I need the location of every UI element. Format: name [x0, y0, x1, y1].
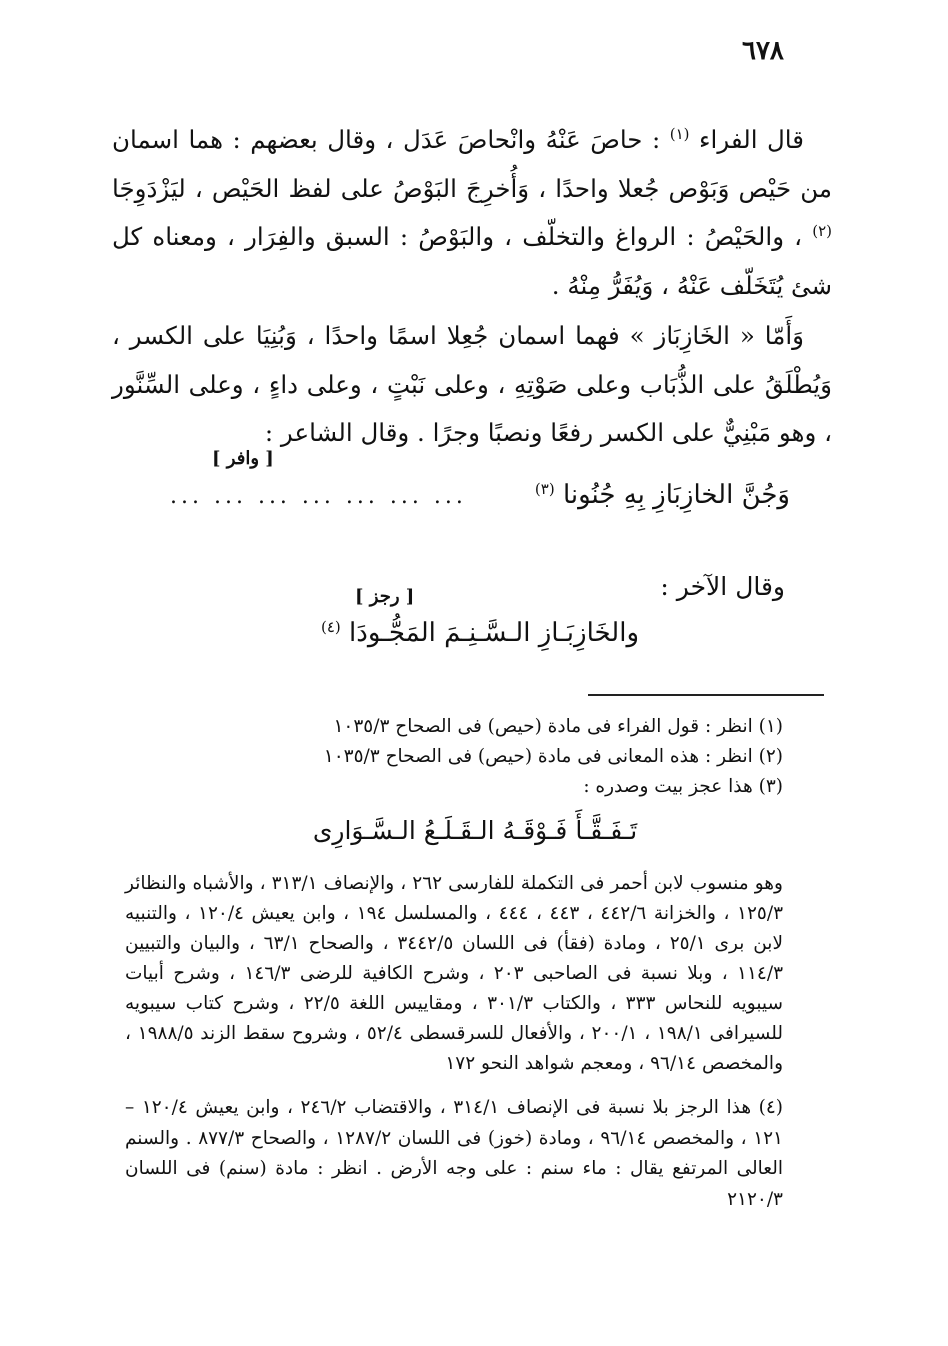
- footnote-2: (٢) انظر : هذه المعانى فى مادة (حيص) فى الصحاح ١٠٣٥/٣: [323, 746, 783, 767]
- verse-1: [170, 480, 790, 510]
- footnote-divider: [588, 694, 824, 696]
- para1-text-b: : حاصَ عَنْهُ وانْحاصَ عَدَل ، وقال بعضهم : هما اسمان من حَيْص وَبَوْص جُعلا واحدًا ، وَأُخرِجَ البَوْصُ على لفظ الحَيْص ، ليَزْدَوِجَا: [112, 125, 832, 203]
- paragraph-2: وَأَمّا « الخَازِبَاز » فهما اسمان جُعِلا اسمًا واحدًا ، وَبُنِيَا على الكسر ، وَيُطْلَقُ على الذُّبَاب وعلى صَوْتِهِ ، وعلى نَبْتٍ ، وعلى داءٍ ، وعلى السِّنَّور ، وهو مَبْنِيٌّ على الكسر رفعًا ونصبًا وجرًا . وقال الشاعر :: [112, 321, 832, 447]
- footnote-ref-1: (١): [669, 125, 690, 143]
- verse-2: [300, 618, 660, 648]
- verse1-second-hemistich: [535, 480, 790, 510]
- verse1-meter: [ وافر ]: [212, 448, 274, 469]
- footnotes: [125, 712, 825, 1234]
- footnote-3: (٣) هذا عجز بيت وصدره :: [583, 776, 783, 797]
- footnote-3-body: وهو منسوب لابن أحمر فى التكملة للفارسى ٢٦٢ ، والإنصاف ٣١٣/١ ، والأشباه والنظائر ١٢٥/٣ ، والخزانة ٤٤٢/٦ ، ٤٤٣ ، ٤٤٤ ، والمسلسل ١٩٤ ، وابن يعيش ١٢٠/٤ ، والتنبيه لابن برى ٢٥/١ ، ومادة (فقأ) فى اللسان ٣٤٤٢/٥ ، والصحاح ٦٣/١ ، والبيان والتبيين ١١٤/٣ ، وبلا نسبة فى الصاحبى ٢٠٣ ، وشرح الكافية للرضى ١٤٦/٣ ، وشرح أبيات سيبويه للنحاس ٣٣٣ ، والكتاب ٣٠١/٣ ، ومقاييس اللغة ٢٢/٥ ، وشرح كتاب سيبويه للسيرافى ١٩٨/١ ، ٢٠٠/١ ، والأفعال للسرقسطى ٥٢/٤ ، وشروح سقط الزند ١٩٨٨/٥ ، والمخصص ٩٦/١٤ ، ومعجم شواهد النحو ١٧٢: [125, 873, 784, 1074]
- footnote-ref-3: (٣): [534, 480, 555, 498]
- para1-text-a: قال الفراء: [699, 125, 804, 154]
- verse2-intro: وقال الآخر :: [660, 572, 785, 601]
- page-number: ٦٧٨: [742, 36, 784, 66]
- verse1-hemistich2: وَجُنَّ الخازِبَازِ بِهِ جُنُونا: [562, 480, 790, 510]
- footnote-1: (١) انظر : قول الفراء فى مادة (حيص) فى الصحاح ١٠٣٥/٣: [333, 716, 783, 737]
- verse1-hemistich1-ellipsis: ... ... ... ... ... ... ...: [170, 484, 467, 509]
- footnote-3-verse: تَـفَـقَّـأَ فَـوْقَـهُ الـقَـلَـعُ الـسَّـوَارِى: [312, 816, 638, 845]
- verse2-meter: [ رجز ]: [355, 586, 415, 607]
- footnote-4: (٤) هذا الرجز بلا نسبة فى الإنصاف ٣١٤/١ ، والاقتضاب ٢٤٦/٢ ، وابن يعيش ١٢٠/٤ – ١٢١ ، والمخصص ٩٦/١٤ ، ومادة (خوز) فى اللسان ١٢٨٧/٢ ، والصحاح ٨٧٧/٣ . والسنم العالى المرتفع يقال : ماء سنم : على وجه الأرض . انظر : مادة (سنم) فى اللسان ٢١٢٠/٣: [125, 1097, 783, 1210]
- para1-text-c: ، والحَيْصُ : الرواغ والتخلّف ، والبَوْصُ : السبق والفِرَار ، ومعناه كل شئ يُتَخَلّف عَنْهُ ، وَيُفَرُّ مِنْهُ .: [112, 222, 832, 300]
- main-text: [112, 116, 832, 458]
- paragraph-1: [112, 116, 832, 310]
- verse2-text: والخَازِبَـازِ الـسَّـنِـمَ المَجُّـودَا: [349, 618, 640, 648]
- footnote-ref-2: (٢): [812, 222, 832, 240]
- footnote-ref-4: (٤): [320, 618, 341, 636]
